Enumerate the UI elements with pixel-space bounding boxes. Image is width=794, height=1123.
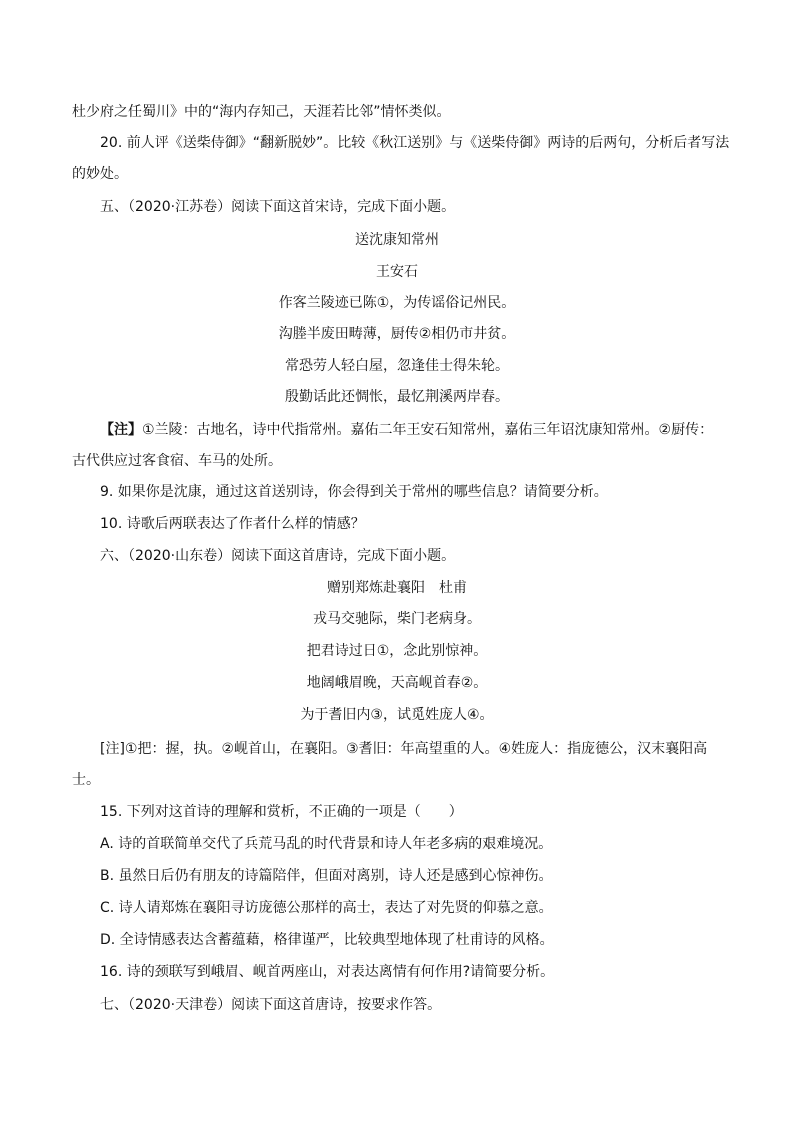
poem-line: 作客兰陵迹已陈①，为传谣俗记州民。 [278,295,516,311]
annotation-text: ①兰陵：古地名，诗中代指常州。嘉佑二年王安石知常州，嘉佑三年诏沈康知常州。②厨传： [142,422,714,438]
question-20: 20. 前人评《送柴侍御》“翻新脱妙”。比较《秋江送别》与《送柴侍御》两诗的后两句，分析后者写法 [100,135,730,151]
text-line: 杜少府之任蜀川》中的“海内存知己，天涯若比邻”情怀类似。 [72,104,451,120]
option-d: D. 全诗情感表达含蓄蕴藉，格律谨严，比较典型地体现了杜甫诗的风格。 [100,932,554,948]
annotation-line: [注]①把：握，执。②岘首山，在襄阳。③耆旧：年高望重的人。④姓庞人：指庞德公，汉末襄阳高 [100,741,708,757]
poem-line: 殷勤话此还惆怅，最忆荆溪两岸春。 [285,389,509,405]
section-7-heading: 七、（2020·天津卷）阅读下面这首唐诗，按要求作答。 [100,997,442,1013]
option-c: C. 诗人请郑炼在襄阳寻访庞德公那样的高士，表达了对先贤的仰慕之意。 [100,900,553,916]
question-16: 16. 诗的颈联写到峨眉、岘首两座山，对表达离情有何作用?请简要分析。 [100,964,555,980]
question-10: 10. 诗歌后两联表达了作者什么样的情感？ [100,516,365,532]
poem-line: 为于耆旧内③，试觅姓庞人④。 [300,707,494,723]
poem-line: 沟塍半废田畴薄，厨传②相仍市井贫。 [278,326,516,342]
option-b: B. 虽然日后仍有朋友的诗篇陪伴，但面对离别，诗人还是感到心惊神伤。 [100,868,553,884]
poem-line: 地阔峨眉晚，天高岘首春②。 [306,675,488,691]
annotation-label: 【注】 [100,422,142,438]
question-15: 15. 下列对这首诗的理解和赏析，不正确的一项是（ ） [100,804,463,820]
poem-line: 戎马交驰际，柴门老病身。 [313,611,481,627]
poem-line: 把君诗过日①，念此别惊神。 [306,643,488,659]
annotation-line [100,420,754,440]
poem-line: 常恐劳人轻白屋，忽逢佳士得朱轮。 [285,358,509,374]
text-line: 士。 [72,772,100,788]
text-line: 古代供应过客食宿、车马的处所。 [72,453,282,469]
section-6-heading: 六、（2020·山东卷）阅读下面这首唐诗，完成下面小题。 [100,548,456,564]
poem-title: 送沈康知常州 [355,232,439,248]
poem-title: 赠别郑炼赴襄阳 杜甫 [327,580,467,596]
question-9: 9. 如果你是沈康，通过这首送别诗，你会得到关于常州的哪些信息？请简要分析。 [100,484,608,500]
option-a: A. 诗的首联简单交代了兵荒马乱的时代背景和诗人年老多病的艰难境况。 [100,836,553,852]
poem-author: 王安石 [376,264,418,280]
text-line: 的妙处。 [72,166,128,182]
section-5-heading: 五、（2020·江苏卷）阅读下面这首宋诗，完成下面小题。 [100,199,456,215]
